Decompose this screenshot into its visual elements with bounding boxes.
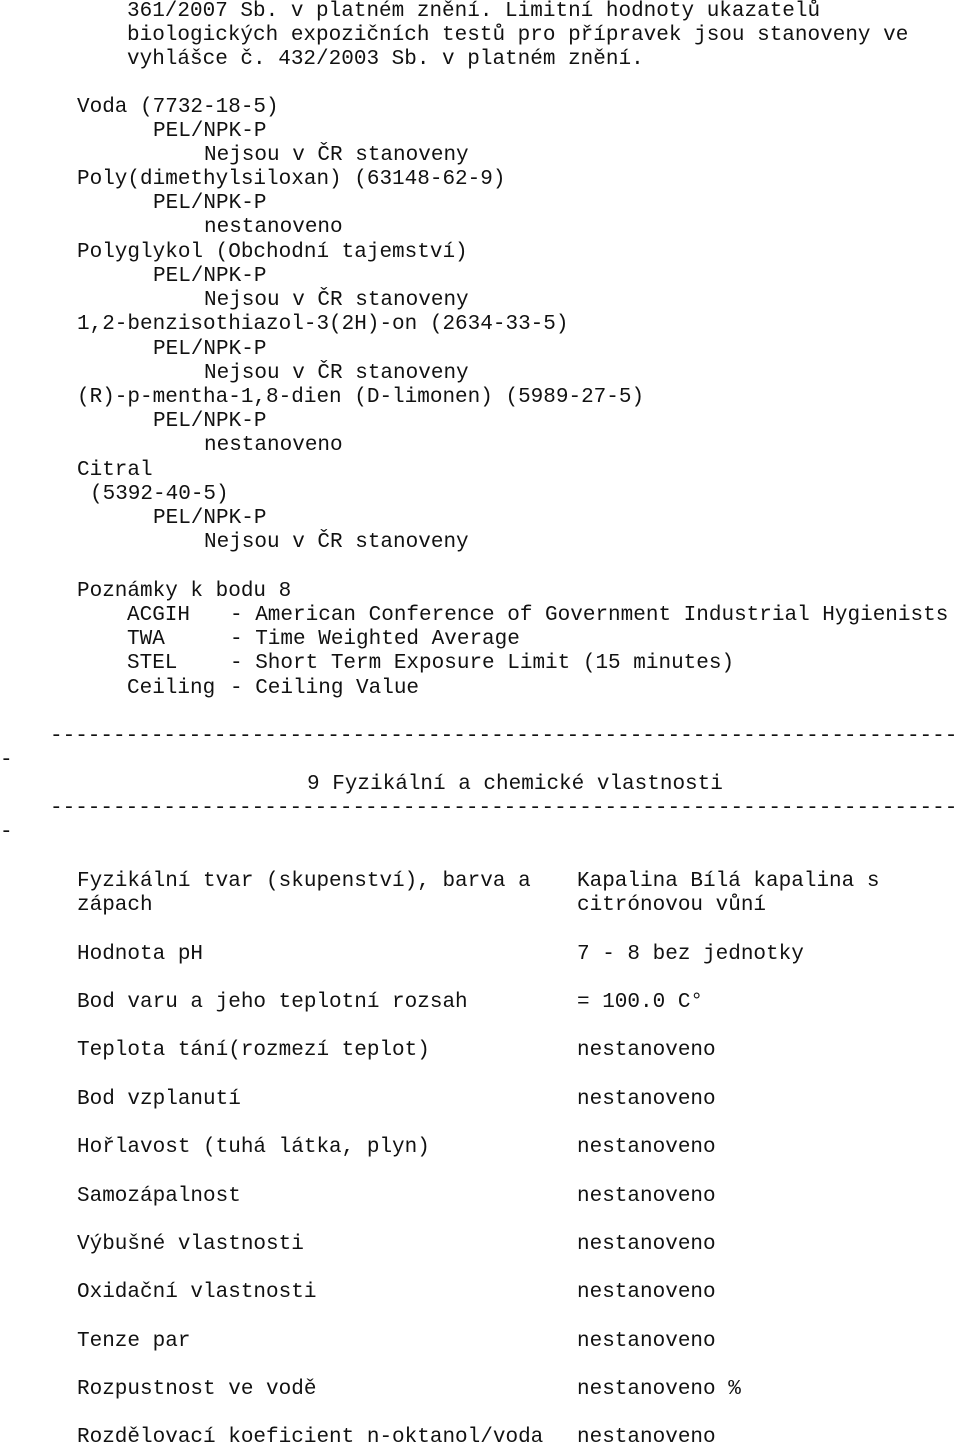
property-value: nestanoveno <box>577 1233 716 1256</box>
substance-value: nestanoveno <box>204 216 343 239</box>
property-value: 7 - 8 bez jednotky <box>577 943 804 966</box>
substance-limit-type: PEL/NPK-P <box>153 338 267 361</box>
property-value: nestanoveno % <box>577 1378 741 1401</box>
property-value: nestanoveno <box>577 1185 716 1208</box>
property-label: Samozápalnost <box>77 1185 241 1208</box>
property-label: Rozpustnost ve vodě <box>77 1378 317 1401</box>
property-value: nestanoveno <box>577 1039 716 1062</box>
property-label: Rozdělovací koeficient n-oktanol/voda <box>77 1426 544 1449</box>
notes-title: Poznámky k bodu 8 <box>77 580 292 603</box>
substance-limit-type: PEL/NPK-P <box>153 120 267 143</box>
section-title: 9 Fyzikální a chemické vlastnosti <box>307 773 723 796</box>
property-label: Bod vzplanutí <box>77 1088 241 1111</box>
property-value: nestanoveno <box>577 1088 716 1111</box>
property-label: Fyzikální tvar (skupenství), barva a <box>77 870 531 893</box>
intro-line-1: 361/2007 Sb. v platném znění. Limitní hodnoty ukazatelů <box>127 0 821 23</box>
note-desc: - Time Weighted Average <box>230 628 520 651</box>
property-label: Oxidační vlastnosti <box>77 1281 317 1304</box>
intro-line-2: biologických expozičních testů pro přípravek jsou stanoveny ve <box>127 24 909 47</box>
substance-value: Nejsou v ČR stanoveny <box>204 531 469 554</box>
substance-value: Nejsou v ČR stanoveny <box>204 289 469 312</box>
substance-value: nestanoveno <box>204 434 343 457</box>
substance-name: Polyglykol (Obchodní tajemství) <box>77 241 468 264</box>
substance-value: Nejsou v ČR stanoveny <box>204 144 469 167</box>
substance-cas: (5392-40-5) <box>90 483 229 506</box>
property-value: nestanoveno <box>577 1136 716 1159</box>
separator-wrap-dash: - <box>0 821 13 844</box>
section-separator-bottom: ------------------------------------------------------------------------ <box>50 797 958 820</box>
substance-name: (R)-p-mentha-1,8-dien (D-limonen) (5989-27-5) <box>77 386 645 409</box>
property-label: Bod varu a jeho teplotní rozsah <box>77 991 468 1014</box>
note-abbr: Ceiling <box>127 677 216 700</box>
separator-wrap-dash: - <box>0 749 13 772</box>
property-value: nestanoveno <box>577 1281 716 1304</box>
substance-limit-type: PEL/NPK-P <box>153 410 267 433</box>
substance-limit-type: PEL/NPK-P <box>153 507 267 530</box>
substance-limit-type: PEL/NPK-P <box>153 192 267 215</box>
intro-line-3: vyhlášce č. 432/2003 Sb. v platném znění. <box>127 48 644 71</box>
substance-value: Nejsou v ČR stanoveny <box>204 362 469 385</box>
substance-limit-type: PEL/NPK-P <box>153 265 267 288</box>
property-label: Výbušné vlastnosti <box>77 1233 304 1256</box>
property-value: Kapalina Bílá kapalina s <box>577 870 880 893</box>
property-label: Teplota tání(rozmezí teplot) <box>77 1039 430 1062</box>
property-label: Hodnota pH <box>77 943 204 966</box>
property-value: = 100.0 C° <box>577 991 704 1014</box>
note-abbr: ACGIH <box>127 604 191 627</box>
substance-name: Citral <box>77 459 153 482</box>
note-abbr: TWA <box>127 628 165 651</box>
substance-name: 1,2-benzisothiazol-3(2H)-on (2634-33-5) <box>77 313 569 336</box>
property-value-cont: citrónovou vůní <box>577 894 767 917</box>
note-desc: - Short Term Exposure Limit (15 minutes) <box>230 652 735 675</box>
property-label-cont: zápach <box>77 894 153 917</box>
property-label: Tenze par <box>77 1330 191 1353</box>
property-value: nestanoveno <box>577 1426 716 1449</box>
property-value: nestanoveno <box>577 1330 716 1353</box>
substance-name: Voda (7732-18-5) <box>77 96 279 119</box>
substance-name: Poly(dimethylsiloxan) (63148-62-9) <box>77 168 506 191</box>
note-abbr: STEL <box>127 652 178 675</box>
property-label: Hořlavost (tuhá látka, plyn) <box>77 1136 430 1159</box>
note-desc: - Ceiling Value <box>230 677 420 700</box>
section-separator-top: ------------------------------------------------------------------------ <box>50 725 958 748</box>
note-desc: - American Conference of Government Industrial Hygienists <box>230 604 949 627</box>
